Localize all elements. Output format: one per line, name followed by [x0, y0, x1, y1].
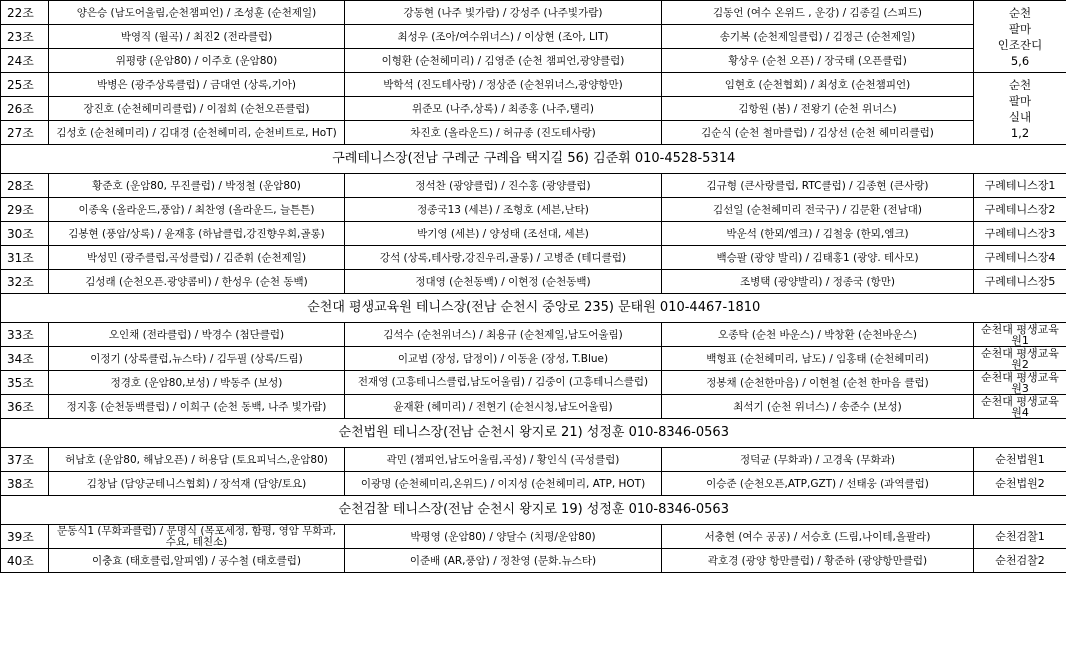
- team-cell: 장진호 (순천헤미리클럽) / 이점희 (순천오픈클럽): [49, 97, 345, 121]
- group-label: 27조: [1, 121, 49, 145]
- team-cell: 이종욱 (올라운드,풍암) / 최찬영 (올라운드, 늘튼튼): [49, 198, 345, 222]
- group-label: 31조: [1, 246, 49, 270]
- section-header-row: [1, 496, 1066, 525]
- team-cell: 백승팔 (광양 발리) / 김태홍1 (광양. 테사모): [662, 246, 974, 270]
- team-cell: 이충효 (태호클럽,알피엠) / 공수철 (태호클럽): [49, 549, 345, 573]
- team-cell: 김봉현 (풍암/상록) / 윤재홍 (하남클럽,강진향우회,골롱): [49, 222, 345, 246]
- team-cell: 박평영 (운암80) / 양달수 (치평/운암80): [345, 525, 662, 549]
- team-cell: 박병은 (광주상록클럽) / 금대연 (상록,기아): [49, 73, 345, 97]
- team-cell: 정대영 (순천동백) / 이현정 (순천동백): [345, 270, 662, 294]
- section-title: 순천대 평생교육원 테니스장(전남 순천시 중앙로 235) 문태원 010-4467-1810: [1, 294, 1066, 323]
- table-row: [1, 371, 1066, 395]
- team-cell: 박운석 (한뫼/엠크) / 김철웅 (한뫼,엠크): [662, 222, 974, 246]
- venue-cell: [974, 73, 1066, 145]
- team-cell: 김성호 (순천헤미리) / 김대경 (순천헤미리, 순천비트로, HoT): [49, 121, 345, 145]
- group-label: 35조: [1, 371, 49, 395]
- table-row: [1, 347, 1066, 371]
- team-cell: 김순식 (순천 철마클럽) / 김상선 (순천 헤미리클럽): [662, 121, 974, 145]
- table-row: [1, 323, 1066, 347]
- venue-cell: 구례테니스장2: [974, 198, 1066, 222]
- team-cell: 정지홍 (순천동백클럽) / 이희구 (순천 동백, 나주 빛가람): [49, 395, 345, 419]
- group-label: 36조: [1, 395, 49, 419]
- venue-cell: 순천대 평생교육원2: [974, 347, 1066, 371]
- team-cell: 윤재환 (헤미리) / 전현기 (순천시청,남도어울림): [345, 395, 662, 419]
- team-cell: 강석 (상록,테사랑,강진우리,골롱) / 고병준 (테디클럽): [345, 246, 662, 270]
- group-label: 33조: [1, 323, 49, 347]
- group-label: 39조: [1, 525, 49, 549]
- table-row: [1, 549, 1066, 573]
- table-row: [1, 395, 1066, 419]
- team-cell: 박성민 (광주클럽,곡성클럽) / 김준휘 (순천제일): [49, 246, 345, 270]
- group-label: 22조: [1, 1, 49, 25]
- group-label: 30조: [1, 222, 49, 246]
- table-row: [1, 246, 1066, 270]
- team-cell: 김항원 (봄) / 전왕기 (순천 위너스): [662, 97, 974, 121]
- team-cell: 김동언 (여수 온위드 , 운강) / 김종길 (스피드): [662, 1, 974, 25]
- team-cell: 곽민 (챔피언,남도어울림,곡성) / 황인식 (곡성클럽): [345, 448, 662, 472]
- team-cell: 송기복 (순천제일클럽) / 김정근 (순천제일): [662, 25, 974, 49]
- table-row: [1, 270, 1066, 294]
- group-label: 40조: [1, 549, 49, 573]
- team-cell: 문동식1 (무화과클럽) / 문명식 (목포세정, 함평, 영암 무화과, 수요, 테친소): [49, 525, 345, 549]
- team-cell: 김창남 (담양군테니스협회) / 장석재 (담양/토요): [49, 472, 345, 496]
- group-label: 26조: [1, 97, 49, 121]
- team-cell: 김규형 (큰사랑클럽, RTC클럽) / 김종현 (큰사랑): [662, 174, 974, 198]
- group-label: 28조: [1, 174, 49, 198]
- team-cell: 김성래 (순천오픈.광양콤비) / 한성우 (순천 동백): [49, 270, 345, 294]
- table-row: [1, 49, 1066, 73]
- section-header-row: [1, 294, 1066, 323]
- venue-cell: [974, 1, 1066, 73]
- team-cell: 이승준 (순천오픈,ATP,GZT) / 선태웅 (과역클럽): [662, 472, 974, 496]
- team-cell: 위준모 (나주,상록) / 최종홍 (나주,탤리): [345, 97, 662, 121]
- team-cell: 이준배 (AR,풍암) / 정찬영 (문화.뉴스타): [345, 549, 662, 573]
- group-label: 25조: [1, 73, 49, 97]
- team-cell: 김석수 (순천위너스) / 최용규 (순천제일,남도어울림): [345, 323, 662, 347]
- team-cell: 곽호경 (광양 항만클럽) / 황준하 (광양항만클럽): [662, 549, 974, 573]
- venue-cell: 구례테니스장5: [974, 270, 1066, 294]
- team-cell: 양은승 (남도어울림,순천챔피언) / 조성훈 (순천제일): [49, 1, 345, 25]
- team-cell: 강동현 (나주 빛가람) / 강성주 (나주빛가람): [345, 1, 662, 25]
- group-label: 37조: [1, 448, 49, 472]
- venue-line: 인조잔디: [997, 37, 1043, 52]
- team-cell: 최성우 (조아/여수위너스) / 이상현 (조아, LIT): [345, 25, 662, 49]
- venue-line: 팔마: [1008, 93, 1032, 108]
- team-cell: 백형표 (순천헤미리, 남도) / 임홍태 (순천헤미리): [662, 347, 974, 371]
- team-cell: 박기영 (세븐) / 양성태 (조선대, 세븐): [345, 222, 662, 246]
- venue-cell: 순천대 평생교육원4: [974, 395, 1066, 419]
- team-cell: 정덕균 (무화과) / 고경욱 (무화과): [662, 448, 974, 472]
- venue-line: 순천: [1008, 5, 1032, 20]
- team-cell: 전재영 (고흥테니스클럽,남도어울림) / 김중이 (고흥테니스클럽): [345, 371, 662, 395]
- venue-cell: 순천검찰1: [974, 525, 1066, 549]
- team-cell: 이교범 (장성, 담정이) / 이동윤 (장성, T.Blue): [345, 347, 662, 371]
- team-cell: 조병택 (광양발리) / 정종국 (항만): [662, 270, 974, 294]
- team-cell: 박영직 (월곡) / 최진2 (전라클럽): [49, 25, 345, 49]
- team-cell: 정종국13 (세븐) / 조형호 (세븐,난타): [345, 198, 662, 222]
- team-cell: 이정기 (상록클럽,뉴스타) / 김두필 (상록/드림): [49, 347, 345, 371]
- table-row: [1, 121, 1066, 145]
- team-cell: 이광명 (순천헤미리,온위드) / 이지성 (순천헤미리, ATP, HOT): [345, 472, 662, 496]
- table-row: [1, 448, 1066, 472]
- group-label: 32조: [1, 270, 49, 294]
- table-row: [1, 198, 1066, 222]
- section-title: 순천검찰 테니스장(전남 순천시 왕지로 19) 성정훈 010-8346-0563: [1, 496, 1066, 525]
- group-label: 23조: [1, 25, 49, 49]
- team-cell: 서충현 (여수 공공) / 서승호 (드림,나이테,올팔라): [662, 525, 974, 549]
- table-row: [1, 25, 1066, 49]
- team-cell: 황준호 (운암80, 무진클럽) / 박정철 (운암80): [49, 174, 345, 198]
- venue-cell: 순천법원1: [974, 448, 1066, 472]
- venue-line: 순천: [1008, 77, 1032, 92]
- table-row: [1, 472, 1066, 496]
- venue-cell: 순천대 평생교육원1: [974, 323, 1066, 347]
- team-cell: 박학석 (진도테사랑) / 정상준 (순천위너스,광양항만): [345, 73, 662, 97]
- team-cell: 정경호 (운암80,보성) / 박동주 (보성): [49, 371, 345, 395]
- section-header-row: [1, 419, 1066, 448]
- team-cell: 황상우 (순천 오픈) / 장국태 (오픈클럽): [662, 49, 974, 73]
- team-cell: 이형환 (순천헤미리) / 김영준 (순천 챔피언,광양클럽): [345, 49, 662, 73]
- group-label: 34조: [1, 347, 49, 371]
- team-cell: 정석찬 (광양클럽) / 진수홍 (광양클럽): [345, 174, 662, 198]
- venue-line: 1,2: [1010, 125, 1030, 140]
- section-title: 구례테니스장(전남 구례군 구례읍 택지길 56) 김준휘 010-4528-5314: [1, 145, 1066, 174]
- venue-cell: 구례테니스장4: [974, 246, 1066, 270]
- venue-cell: 구례테니스장1: [974, 174, 1066, 198]
- venue-cell: 순천대 평생교육원3: [974, 371, 1066, 395]
- venue-line: 실내: [1008, 109, 1032, 124]
- table-row: [1, 525, 1066, 549]
- venue-line: 팔마: [1008, 21, 1032, 36]
- section-title: 순천법원 테니스장(전남 순천시 왕지로 21) 성정훈 010-8346-0563: [1, 419, 1066, 448]
- group-label: 38조: [1, 472, 49, 496]
- table-row: [1, 222, 1066, 246]
- team-cell: 위평량 (운암80) / 이주호 (운암80): [49, 49, 345, 73]
- venue-line: 5,6: [1010, 53, 1030, 68]
- table-row: [1, 97, 1066, 121]
- venue-cell: 순천법원2: [974, 472, 1066, 496]
- team-cell: 차진호 (올라운드) / 허규종 (진도테사랑): [345, 121, 662, 145]
- venue-cell: 순천검찰2: [974, 549, 1066, 573]
- team-cell: 임현호 (순천협회) / 최성호 (순천챔피언): [662, 73, 974, 97]
- team-cell: 정봉채 (순천한마음) / 이현철 (순천 한마음 클럽): [662, 371, 974, 395]
- table-row: [1, 174, 1066, 198]
- group-label: 29조: [1, 198, 49, 222]
- team-cell: 허남호 (운암80, 해남오픈) / 허용담 (토요피닉스,운암80): [49, 448, 345, 472]
- team-cell: 최석기 (순천 위너스) / 송준수 (보성): [662, 395, 974, 419]
- venue-cell: 구례테니스장3: [974, 222, 1066, 246]
- team-cell: 김선일 (순천헤미리 전국구) / 김문환 (전남대): [662, 198, 974, 222]
- team-cell: 오종탁 (순천 바운스) / 박창환 (순천바운스): [662, 323, 974, 347]
- group-label: 24조: [1, 49, 49, 73]
- table-row: [1, 73, 1066, 97]
- table-row: [1, 1, 1066, 25]
- team-cell: 오인채 (전라클럽) / 박경수 (첨단클럽): [49, 323, 345, 347]
- section-header-row: [1, 145, 1066, 174]
